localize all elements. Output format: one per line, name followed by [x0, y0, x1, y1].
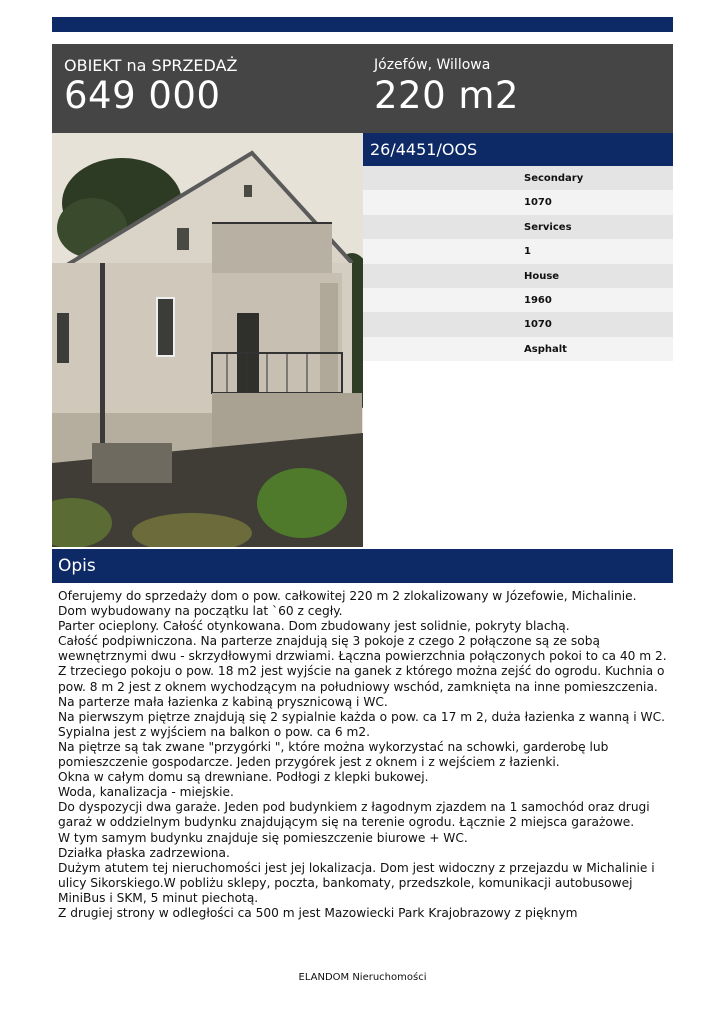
house-illustration: [52, 133, 363, 547]
spec-row: [363, 264, 673, 288]
description-line: Woda, kanalizacja - miejskie.: [58, 785, 234, 800]
spec-row: [363, 166, 673, 190]
description-line: Parter ocieplony. Całość otynkowana. Dom zbudowany jest solidnie, pokryty blachą.: [58, 619, 570, 634]
description-line: wewnętrznymi dwu - skrzydłowymi drzwiami. Łączna powierzchnia połączonych pokoi to ca 40 m 2.: [58, 649, 667, 664]
description-line: pomieszczenie gospodarcze. Jeden przygórek jest z oknem i z wejściem z łazienki.: [58, 755, 560, 770]
description-line: Sypialna jest z wyjściem na balkon o pow. ca 6 m2.: [58, 724, 371, 739]
description-line: Z drugiej strony w odległości ca 500 m jest Mazowiecki Park Krajobrazowy z pięknym: [58, 905, 578, 920]
location: Józefów, Willowa: [374, 57, 491, 73]
spec-value: Services: [524, 221, 572, 233]
reference-bar: [363, 133, 673, 166]
description-text: [58, 589, 670, 921]
spec-value: 1: [524, 246, 531, 258]
description-line: Okna w całym domu są drewniane. Podłogi z klepki bukowej.: [58, 770, 429, 785]
description-heading: Opis: [58, 556, 96, 576]
description-line: pow. 8 m 2 jest z oknem wychodzącym na południowy wschód, zamknięta na inne pomieszczenia.: [58, 679, 658, 694]
spec-row: [363, 190, 673, 214]
spec-value: Asphalt: [524, 343, 567, 355]
description-line: Do dyspozycji dwa garaże. Jeden pod budynkiem z łagodnym zjazdem na 1 samochód oraz drugi: [58, 800, 650, 815]
listing-header: [52, 44, 673, 133]
spec-value: 1070: [524, 319, 552, 331]
description-line: W tym samym budynku znajduje się pomieszczenie biurowe + WC.: [58, 830, 468, 845]
description-line: Na parterze mała łazienka z kabiną prysznicową i WC.: [58, 694, 388, 709]
description-line: Całość podpiwniczona. Na parterze znajdują się 3 pokoje z czego 2 połączone są ze sobą: [58, 634, 600, 649]
reference-number: 26/4451/OOS: [370, 140, 478, 159]
offer-type: OBIEKT na SPRZEDAŻ: [64, 56, 238, 75]
spec-table: [363, 166, 673, 361]
description-line: Dużym atutem tej nieruchomości jest jej lokalizacja. Dom jest widoczny z przejazdu w Michalinie i: [58, 860, 655, 875]
description-line: MiniBus i SKM, 5 minut piechotą.: [58, 890, 259, 905]
description-line: Z trzeciego pokoju o pow. 18 m2 jest wyjście na ganek z którego można zejść do ogrodu. Kuchnia o: [58, 664, 665, 679]
spec-value: Secondary: [524, 173, 584, 184]
price: 649 000: [64, 74, 221, 117]
description-heading-bar: [52, 549, 673, 583]
description-line: Na piętrze są tak zwane "przygórki ", które można wykorzystać na schowki, garderobę lub: [58, 739, 609, 754]
spec-row: [363, 215, 673, 239]
spec-value: 1070: [524, 197, 552, 209]
description-line: Dom wybudowany na początku lat `60 z cegły.: [58, 604, 343, 619]
top-accent-bar: [52, 17, 673, 32]
spec-row: [363, 239, 673, 263]
footer-company: ELANDOM Nieruchomości: [298, 972, 427, 983]
area: 220 m2: [374, 74, 519, 117]
spec-value: House: [524, 270, 560, 282]
description-line: ulicy Sikorskiego.W pobliżu sklepy, poczta, bankomaty, przedszkole, komunikacji autobusowej: [58, 875, 633, 890]
spec-row: [363, 337, 673, 361]
spec-value: 1960: [524, 294, 552, 306]
spec-row: [363, 312, 673, 336]
description-line: Działka płaska zadrzewiona.: [58, 845, 230, 860]
description-line: Na pierwszym piętrze znajdują się 2 sypialnie każda o pow. ca 17 m 2, duża łazienka z wanną i WC.: [58, 709, 665, 724]
spec-row: [363, 288, 673, 312]
property-photo: [52, 133, 363, 547]
description-line: garaż w oddzielnym budynku znajdującym się na terenie ogrodu. Łącznie 2 miejsca garażowe.: [58, 815, 635, 830]
description-line: Oferujemy do sprzedaży dom o pow. całkowitej 220 m 2 zlokalizowany w Józefowie, Michalinie.: [58, 589, 637, 603]
